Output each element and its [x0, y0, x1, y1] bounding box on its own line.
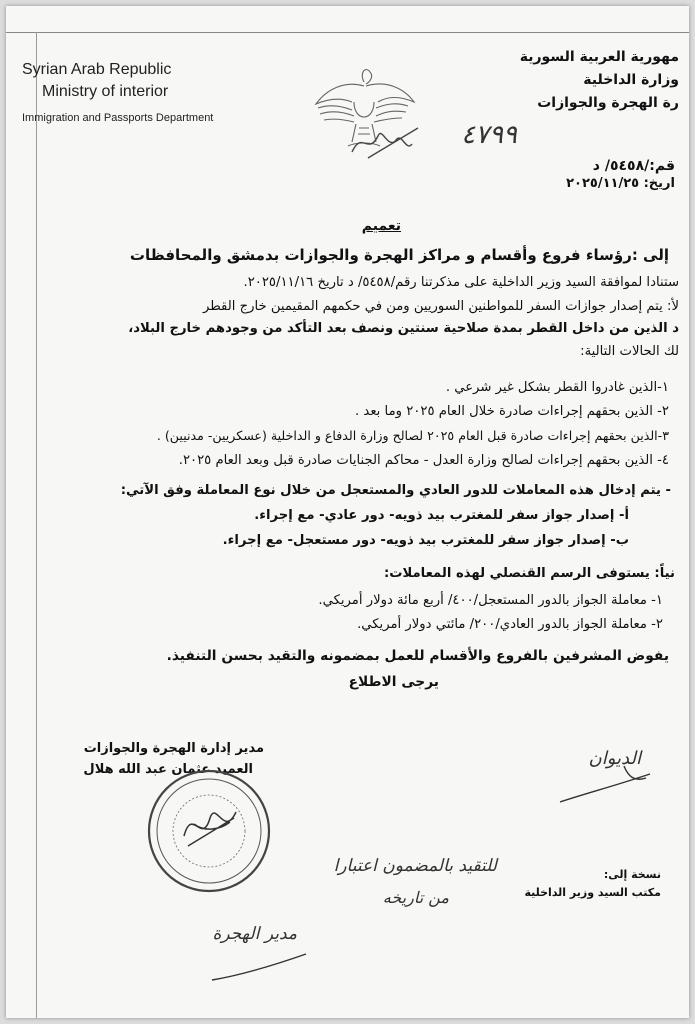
sub-item: أ- إصدار جواز سفر للمغترب بيد ذويه- دور عادي- مع إجراء.	[254, 508, 629, 523]
case-item: ٢- الذين بحقهم إجراءات صادرة خلال العام ٢٠٢٥ وما بعد .	[355, 404, 669, 419]
body-line-2: لأ: يتم إصدار جوازات السفر للمواطنين السوريين ومن في حكمهم المقيمين خارج القطر	[202, 299, 679, 314]
addressee-line: إلى :رؤساء فروع وأقسام و مراكز الهجرة والجوازات بدمشق والمحافظات	[129, 246, 669, 264]
stamp-number: ٤٧٩٩	[461, 120, 517, 150]
header-en-ministry: Ministry of interior	[42, 83, 169, 100]
signatory-title: مدير إدارة الهجرة والجوازات	[83, 741, 264, 756]
body-line-3: د الذين من داخل القطر بمدة صلاحية سنتين ونصف بعد التأكد من وجودهم خارج البلاد،	[128, 321, 679, 336]
fee-heading: نياً: يستوفى الرسم القنصلي لهذه المعاملات:	[383, 566, 675, 581]
copy-to-label: نسخة إلى:	[603, 868, 661, 881]
document-title: تعميم	[361, 218, 401, 234]
diwan-signature-icon	[554, 758, 664, 808]
stamp-scribble-icon	[348, 122, 438, 162]
please-note-line: يرجى الاطلاع	[348, 674, 439, 690]
body-line-1: ستنادا لموافقة السيد وزير الداخلية على مذكرتنا رقم/٥٤٥٨/ د تاريخ ٢٠٢٥/١١/١٦.	[243, 275, 679, 290]
copy-to-recipient: مكتب السيد وزير الداخلية	[524, 886, 661, 899]
handwritten-note-line-1: للتقيد بالمضمون اعتبارا	[333, 856, 497, 876]
signatory-name: العميد عثمان عبد الله هلال	[83, 762, 253, 777]
inclusion-line: - يتم إدخال هذه المعاملات للدور العادي والمستعجل من خلال نوع المعاملة وفق الآتي:	[120, 483, 671, 498]
sub-item: ب- إصدار جواز سفر للمغترب بيد ذويه- دور مستعجل- مع إجراء.	[222, 533, 629, 548]
case-item: ١-الذين غادروا القطر بشكل غير شرعي .	[445, 380, 669, 395]
document-page	[6, 6, 689, 1018]
header-ar-department: رة الهجرة والجوازات	[537, 95, 679, 111]
fee-item: ١- معاملة الجواز بالدور المستعجل/٤٠٠/ أربع مائة دولار أمريكي.	[318, 593, 663, 608]
header-ar-country: مهورية العربية السورية	[519, 49, 679, 65]
handwritten-note-line-2: من تاريخه	[382, 888, 449, 907]
case-item: ٤- الذين بحقهم إجراءات لصالح وزارة العدل - محاكم الجنايات صادرة قبل وبعد العام ٢٠٢٥.	[178, 453, 669, 468]
official-round-stamp-icon	[144, 766, 274, 896]
case-item: ٣-الذين بحقهم إجراءات صادرة قبل العام ٢٠٢٥ لصالح وزارة الدفاع و الداخلية (عسكريين- مدنيين) .	[156, 428, 669, 443]
authorization-line: يفوض المشرفين بالفروع والأقسام للعمل بمضمونه والتقيد بحسن التنفيذ.	[166, 648, 669, 664]
reference-date: اريخ: ٢٠٢٥/١١/٢٥	[566, 176, 675, 191]
top-border-line	[6, 32, 689, 33]
handwritten-diwan: الديوان	[588, 748, 641, 769]
handwritten-bottom-signature: مدير الهجرة	[212, 924, 297, 944]
fee-item: ٢- معاملة الجواز بالدور العادي/٢٠٠/ مائتي دولار أمريكي.	[357, 617, 663, 632]
header-en-department: Immigration and Passports Department	[22, 112, 214, 124]
body-line-4: لك الحالات التالية:	[580, 344, 679, 359]
reference-number: قم:/٥٤٥٨/ د	[592, 158, 675, 174]
left-margin-line	[36, 32, 37, 1018]
header-en-country: Syrian Arab Republic	[22, 61, 172, 78]
bottom-signature-stroke-icon	[206, 946, 316, 986]
header-ar-ministry: وزارة الداخلية	[583, 72, 679, 88]
